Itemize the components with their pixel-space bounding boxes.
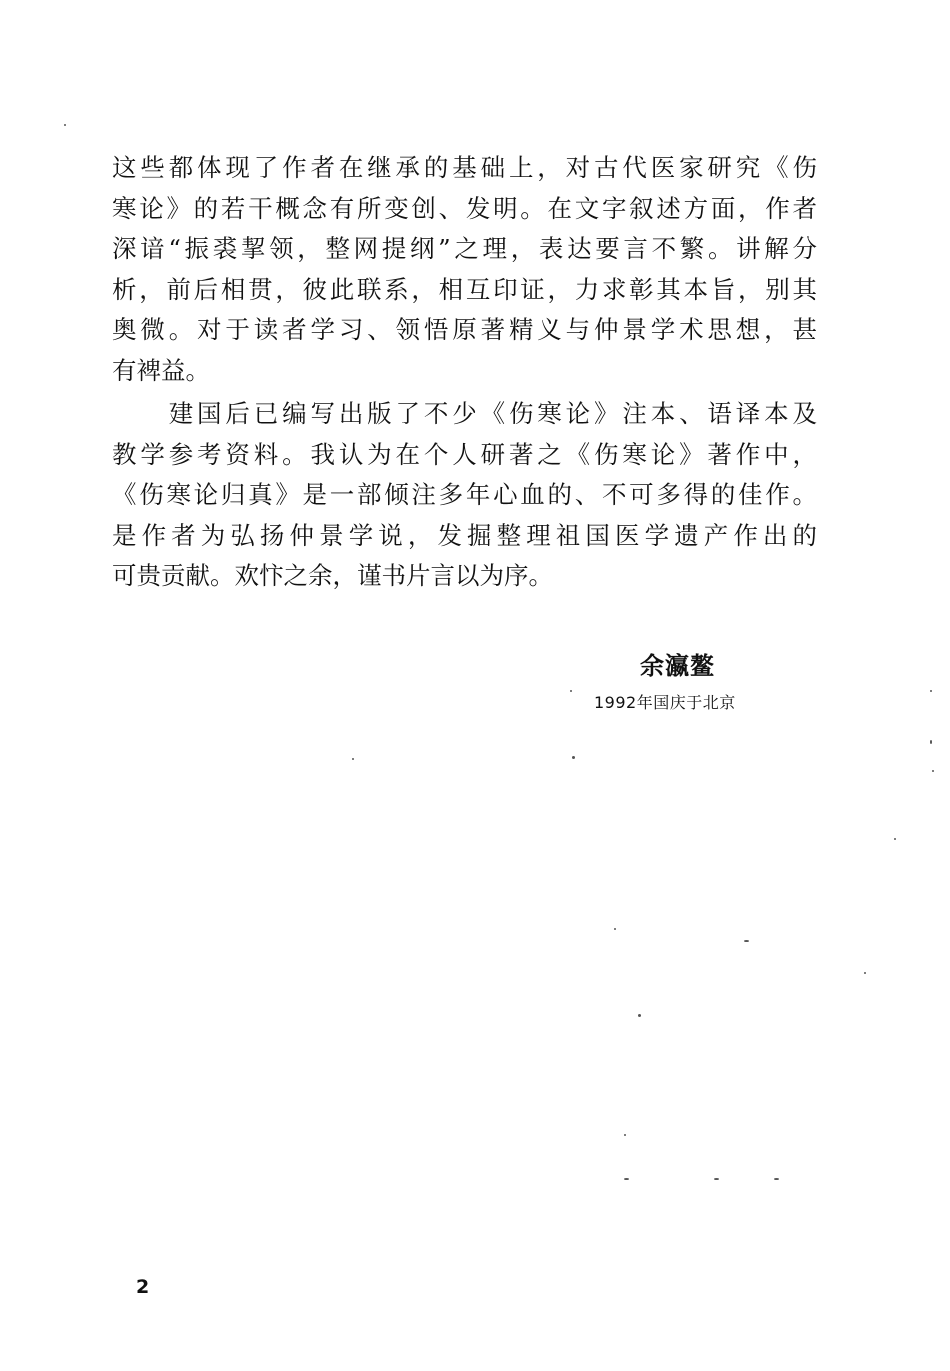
scan-speck	[572, 756, 575, 759]
text-line: 可贵贡献。欢忭之余，谨书片言以为序。	[112, 561, 553, 590]
author-signature: 余瀛鳌	[640, 652, 715, 680]
scan-speck	[930, 740, 932, 744]
text-line: 《伤寒论归真》是一部倾注多年心血的、不可多得的佳作。	[112, 480, 817, 509]
paragraph-1	[112, 148, 817, 391]
page-number: 2	[136, 1276, 150, 1298]
scan-speck	[352, 758, 354, 760]
text-line: 奥微。对于读者学习、领悟原著精义与仲景学术思想，甚	[112, 315, 817, 344]
scan-speck	[638, 1014, 641, 1017]
scan-speck	[624, 1134, 626, 1136]
scan-speck	[714, 1178, 719, 1180]
text-line: 深谙“振裘挈领，整网提纲”之理，表达要言不繁。讲解分	[112, 234, 817, 263]
scan-speck	[624, 1178, 629, 1180]
text-line: 有裨益。	[112, 355, 210, 385]
scan-speck	[64, 124, 66, 126]
paragraph-2	[112, 394, 817, 597]
text-line: 是作者为弘扬仲景学说，发掘整理祖国医学遗产作出的	[112, 520, 817, 550]
text-line: 这些都体现了作者在继承的基础上，对古代医家研究《伤	[112, 153, 817, 182]
scan-speck	[894, 838, 896, 840]
text-line: 寒论》的若干概念有所变创、发明。在文字叙述方面，作者	[112, 193, 817, 223]
scan-speck	[614, 928, 616, 930]
date-place-line: 1992年国庆于北京	[594, 693, 736, 712]
text-line: 教学参考资料。我认为在个人研著之《伤寒论》著作中，	[112, 439, 817, 469]
scan-speck	[774, 1178, 779, 1180]
text-line: 建国后已编写出版了不少《伤寒论》注本、语译本及	[112, 399, 817, 428]
scan-speck	[744, 940, 749, 942]
scan-speck	[570, 690, 572, 692]
text-line: 析，前后相贯，彼此联系，相互印证，力求彰其本旨，别其	[112, 274, 817, 304]
scan-speck	[932, 770, 934, 772]
scan-speck	[864, 972, 866, 974]
scan-speck	[930, 690, 932, 692]
preface-text	[112, 148, 817, 597]
